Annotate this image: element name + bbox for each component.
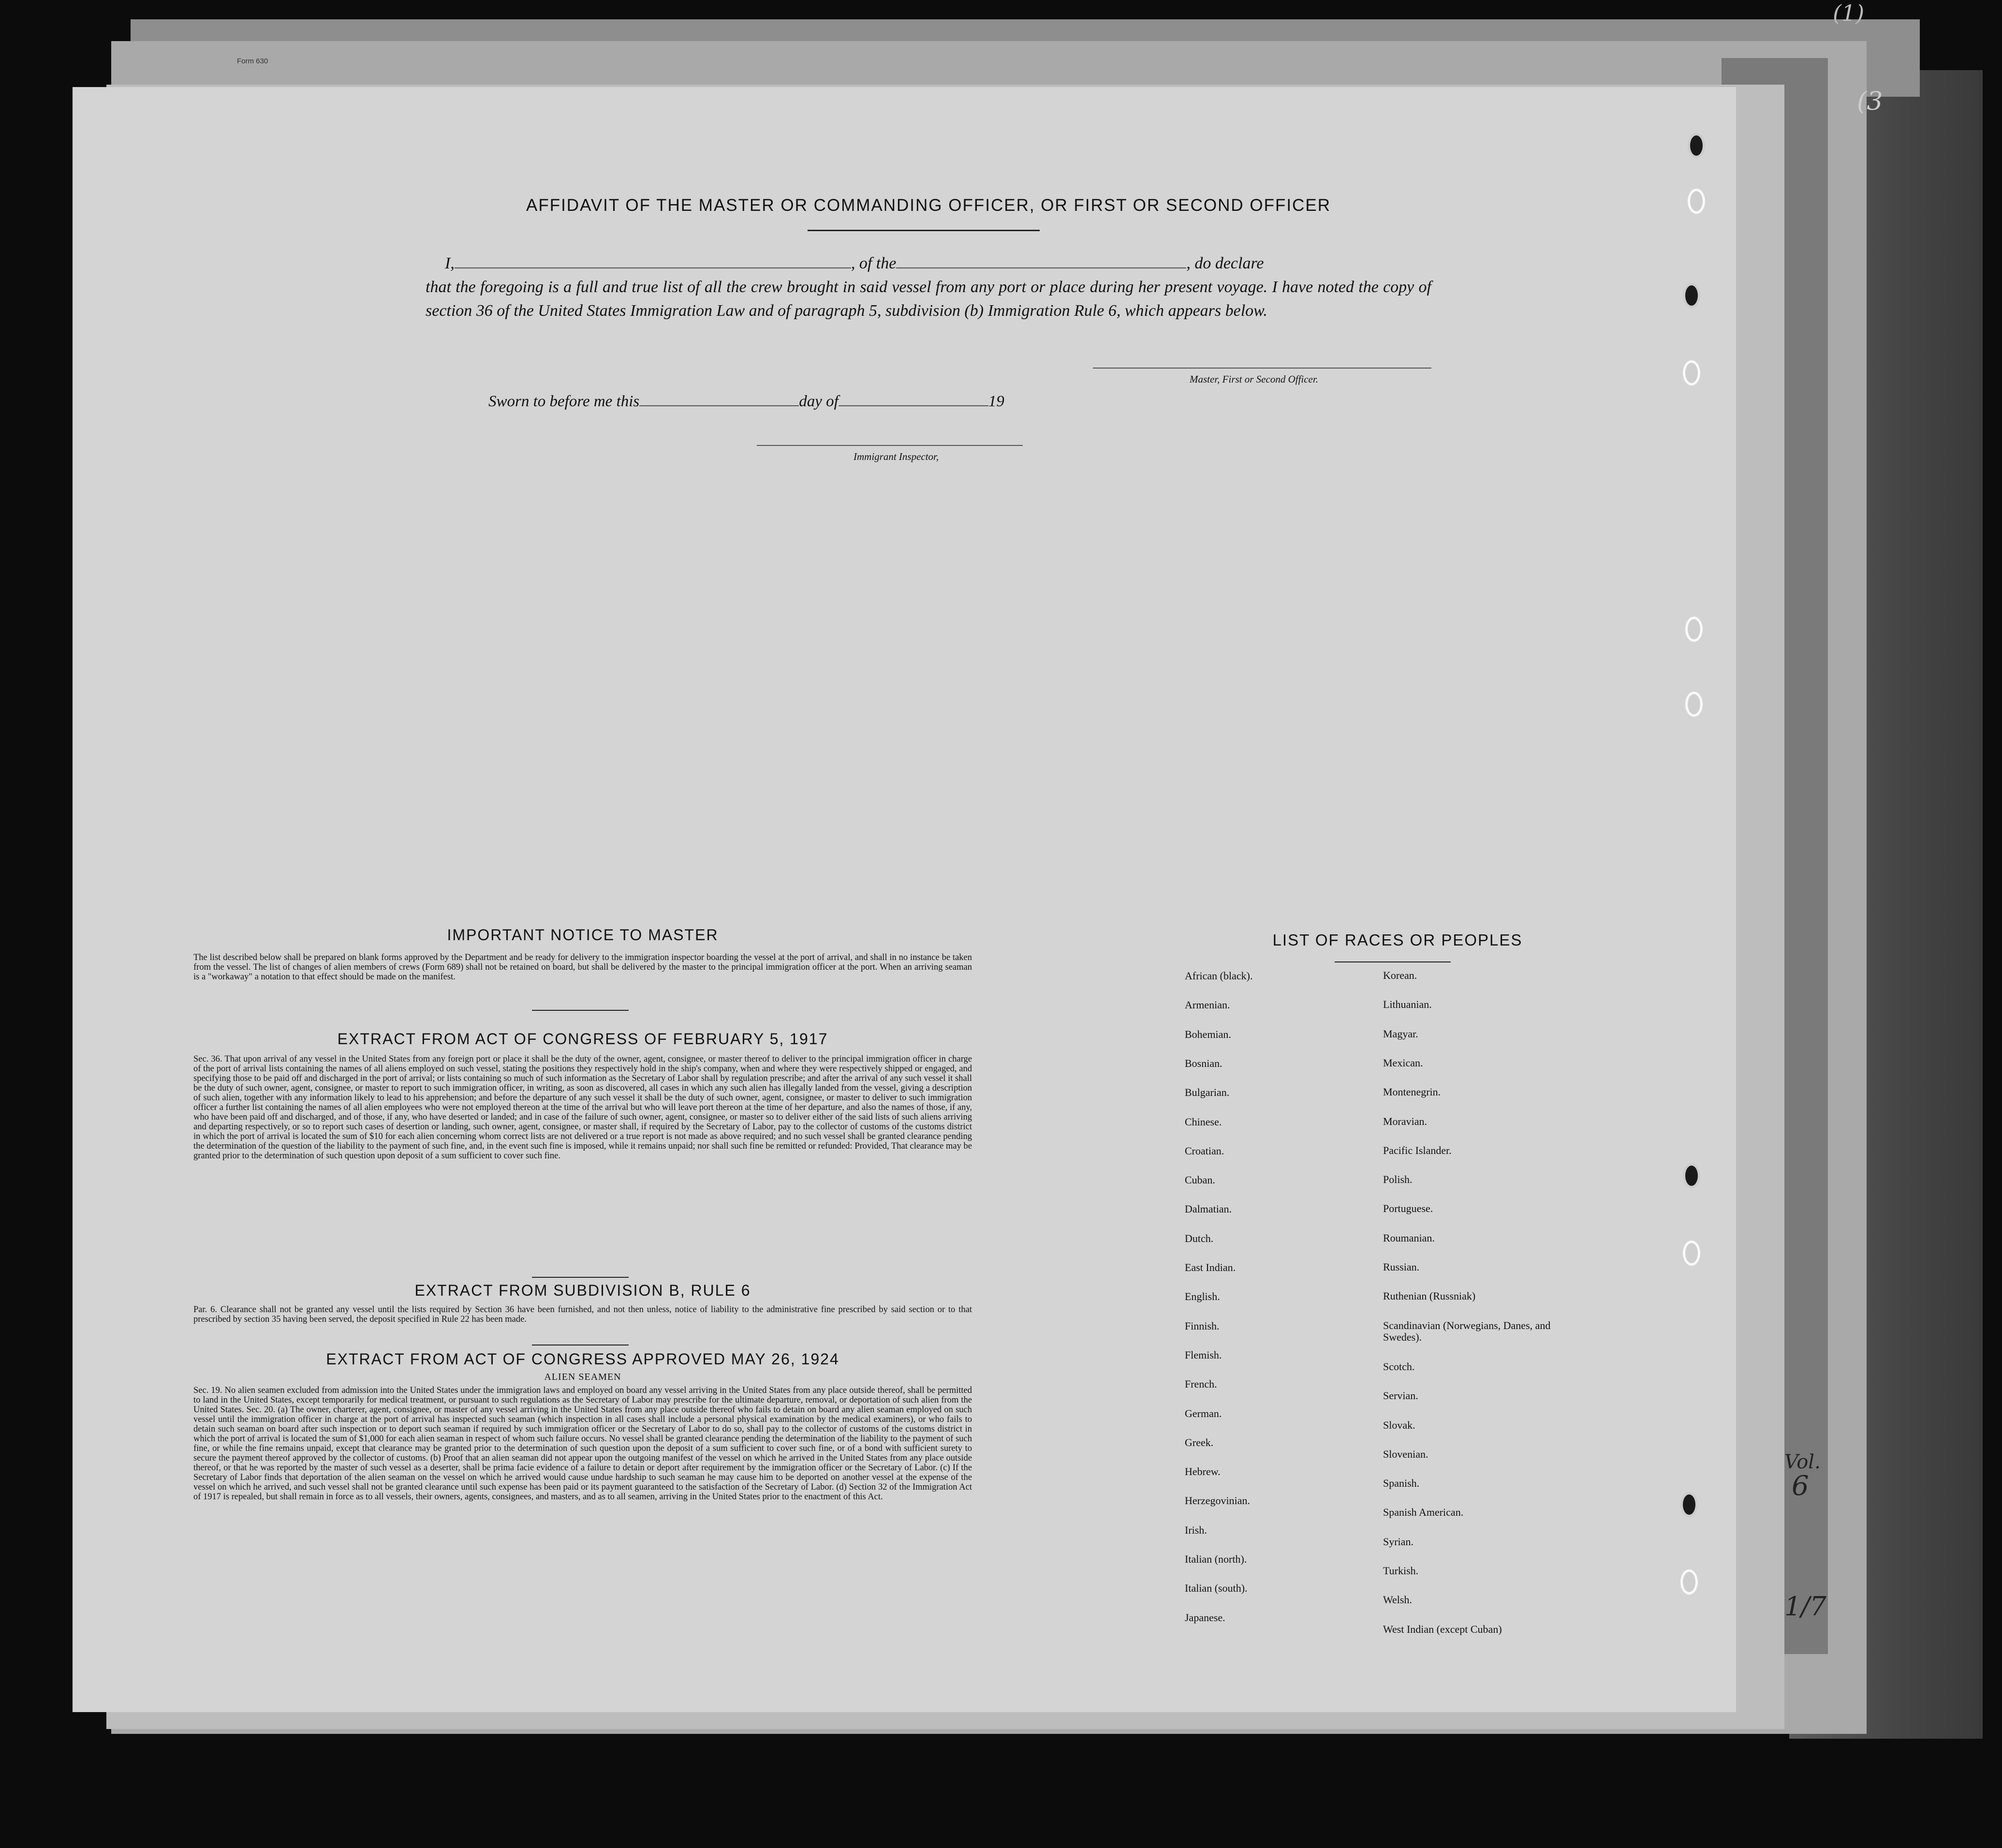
race-item: Finnish. xyxy=(1185,1319,1220,1332)
race-item: African (black). xyxy=(1185,970,1253,982)
race-item: French. xyxy=(1185,1378,1217,1390)
extract-1917-divider xyxy=(532,1277,629,1278)
race-item: Japanese. xyxy=(1185,1611,1225,1624)
affidavit-text: that the foregoing is a full and true list of all the crew brought in said vessel from any port or place during her present voyage. I have noted the copy of section 36 of the United States Immigration Law and of paragraph 5, subdivision (b) Immigration Rule 6, which appears below. xyxy=(426,278,1431,320)
binder-hole-icon xyxy=(1683,1163,1700,1188)
race-item: Croatian. xyxy=(1185,1144,1224,1157)
race-item: Scandinavian (Norwegians, Danes, and Swedes). xyxy=(1383,1319,1551,1343)
race-item: Armenian. xyxy=(1185,999,1230,1011)
sworn-line xyxy=(488,392,1004,411)
sworn-day-blank[interactable] xyxy=(639,392,799,406)
race-item: Servian. xyxy=(1383,1390,1418,1402)
race-item: Syrian. xyxy=(1383,1535,1413,1548)
race-item: Turkish. xyxy=(1383,1565,1419,1577)
race-item: English. xyxy=(1185,1290,1220,1303)
race-item: Italian (south). xyxy=(1185,1582,1248,1595)
binder-hole-icon xyxy=(1685,692,1703,717)
affidavit-title: AFFIDAVIT OF THE MASTER OR COMMANDING OFFICER, OR FIRST OR SECOND OFFICER xyxy=(526,196,1331,215)
race-item: Pacific Islander. xyxy=(1383,1144,1452,1156)
inspector-signature-line[interactable] xyxy=(757,445,1023,446)
race-item: Irish. xyxy=(1185,1523,1207,1536)
race-item: Dalmatian. xyxy=(1185,1203,1232,1215)
notice-text: The list described below shall be prepared on blank forms approved by the Department and be ready for delivery to the immigration inspector boarding the vessel at the port of arrival, and shall in no instance be taken from the vessel. The list of changes of alien members of crews (Form 689) shall not be retained on board, but shall be delivered by the master to the principal immigration officer at the port. When an arriving seaman is a "workaway" a notation to that effect should be made on the manifest. xyxy=(193,953,972,982)
race-item: Hebrew. xyxy=(1185,1465,1221,1478)
race-item: Welsh. xyxy=(1383,1594,1412,1606)
race-item: Scotch. xyxy=(1383,1360,1415,1373)
race-item: Bulgarian. xyxy=(1185,1086,1230,1099)
page-stamp-number: (1) xyxy=(1833,0,1865,26)
affidavit-body xyxy=(426,251,1431,323)
notice-divider xyxy=(532,1010,629,1011)
binder-hole-icon xyxy=(1688,133,1705,158)
race-item: Mexican. xyxy=(1383,1056,1423,1069)
race-item: Magyar. xyxy=(1383,1027,1418,1040)
race-item: Roumanian. xyxy=(1383,1231,1435,1244)
race-item: Portuguese. xyxy=(1383,1202,1433,1215)
race-item: Greek. xyxy=(1185,1436,1214,1449)
race-item: Flemish. xyxy=(1185,1348,1222,1361)
i-label: I, xyxy=(445,254,455,272)
vessel-blank[interactable] xyxy=(896,254,1186,268)
master-caption: Master, First or Second Officer. xyxy=(1190,373,1318,385)
race-item: East Indian. xyxy=(1185,1261,1236,1273)
year-prefix: 19 xyxy=(988,393,1004,410)
inspector-caption: Immigrant Inspector, xyxy=(854,451,939,462)
do-declare-label: , do declare xyxy=(1186,254,1264,272)
of-the-label: , of the xyxy=(851,254,897,272)
handwritten-vol-number: 6 xyxy=(1792,1470,1809,1502)
race-item: Bohemian. xyxy=(1185,1028,1231,1040)
sworn-month-blank[interactable] xyxy=(839,392,988,406)
race-item: Lithuanian. xyxy=(1383,998,1432,1011)
race-item: Spanish American. xyxy=(1383,1506,1464,1519)
binder-hole-icon xyxy=(1680,1569,1698,1595)
extract-1924-text: Sec. 19. No alien seamen excluded from admission into the United States under the immigration laws and employed on board any vessel arriving in the United States from any place outside thereof, shall be permitted to land in the United States, except temporarily for medical treatment, or pursuant to such regulations as the Secretary of Labor may prescribe for the ultimate departure, removal, or deportation of such alien from the United States. Sec. 20. (a) The owner, charterer, agent, consignee, or master of any vessel arriving in the United States from any place outside thereof who fails to detain on board any alien seaman employed on such vessel until the immigration officer in charge at the port of arrival has inspected such seaman (which inspection in all cases shall include a personal physical examination by the medical examiners), or who fails to detain such seaman on board after such inspection or to deport such seaman if required by such immigration officer or the Secretary of Labor to do so, shall pay to the collector of customs of the customs district in which the port of arrival is located the sum of $1,000 for each alien seaman in respect of whom such failure occurs. No vessel shall be granted clearance pending the determination of the liability to the payment of such fine, or while the fine remains unpaid, except that clearance may be granted prior to the determination of such question upon the deposit of a sum sufficient to cover such fine, or of a bond with sufficient surety to secure the payment thereof approved by the collector of customs. (b) Proof that an alien seaman did not appear upon the outgoing manifest of the vessel on which he arrived in the United States from any place outside thereof, or that he was reported by the master of such vessel as a deserter, shall be prima facie evidence of a failure to detain or deport after requirement by the immigration officer or the Secretary of Labor. (c) If the Secretary of Labor finds that deportation of the alien seaman on the vessel on which he arrived would cause undue hardship to such seaman he may cause him to be deported on another vessel at the expense of the vessel on which he arrived, and such vessel shall not be granted clearance until such expense has been paid or its payment guaranteed to the satisfaction of the Secretary of Labor. (d) Section 32 of the Immigration Act of 1917 is repealed, but shall remain in force as to all vessels, their owners, agents, consignees, and masters, and as to all seamen, arriving in the United States prior to the enactment of this Act. xyxy=(193,1386,972,1502)
day-of-label: day of xyxy=(799,393,839,410)
race-item: Russian. xyxy=(1383,1261,1420,1273)
binder-hole-icon xyxy=(1688,189,1705,214)
page-stamp-number-2: (3 xyxy=(1857,87,1883,116)
sworn-prefix: Sworn to before me this xyxy=(488,393,640,410)
race-item: Herzegovinian. xyxy=(1185,1494,1250,1507)
name-blank[interactable] xyxy=(455,254,851,268)
binder-hole-icon xyxy=(1683,283,1700,308)
race-item: Chinese. xyxy=(1185,1115,1222,1128)
race-item: Dutch. xyxy=(1185,1232,1214,1244)
extract-rule6-heading: EXTRACT FROM SUBDIVISION B, RULE 6 xyxy=(414,1282,751,1299)
master-signature-line[interactable] xyxy=(1093,368,1431,369)
race-item: Italian (north). xyxy=(1185,1553,1247,1565)
extract-rule6-text: Par. 6. Clearance shall not be granted any vessel until the lists required by Section 36 have been furnished, and not then unless, notice of liability to the administrative fine prescribed by said section or to that prescribed by section 35 having been served, the deposit specified in Rule 22 has been made. xyxy=(193,1305,972,1324)
race-item: Korean. xyxy=(1383,969,1417,981)
binder-hole-icon xyxy=(1680,1492,1698,1517)
race-item: Slovenian. xyxy=(1383,1448,1428,1460)
races-divider xyxy=(1335,961,1451,962)
declaration-line xyxy=(426,251,1431,275)
race-item: Montenegrin. xyxy=(1383,1086,1441,1098)
race-item: German. xyxy=(1185,1407,1222,1419)
handwritten-vol-note: Vol. xyxy=(1784,1451,1821,1473)
races-heading: LIST OF RACES OR PEOPLES xyxy=(1272,931,1523,949)
binder-hole-icon xyxy=(1683,360,1700,385)
extract-1917-heading: EXTRACT FROM ACT OF CONGRESS OF FEBRUARY 5, 1917 xyxy=(337,1030,828,1048)
manifest-page xyxy=(73,87,1826,1712)
race-item: Polish. xyxy=(1383,1173,1413,1186)
race-item: Moravian. xyxy=(1383,1115,1428,1127)
race-item: Slovak. xyxy=(1383,1419,1415,1431)
title-divider xyxy=(808,230,1040,231)
binder-hole-icon xyxy=(1685,617,1703,642)
race-item: Spanish. xyxy=(1383,1477,1420,1490)
notice-heading: IMPORTANT NOTICE TO MASTER xyxy=(447,926,719,944)
race-item: Cuban. xyxy=(1185,1174,1215,1186)
form-number-tag: Form 630 xyxy=(237,57,268,65)
race-item: West Indian (except Cuban) xyxy=(1383,1623,1502,1635)
extract-1924-subheading: ALIEN SEAMEN xyxy=(544,1372,621,1382)
race-item: Ruthenian (Russniak) xyxy=(1383,1290,1476,1302)
binder-hole-icon xyxy=(1683,1241,1700,1266)
extract-1924-heading: EXTRACT FROM ACT OF CONGRESS APPROVED MAY 26, 1924 xyxy=(326,1350,839,1368)
handwritten-fraction: 1/7 xyxy=(1784,1591,1826,1622)
extract-1917-text: Sec. 36. That upon arrival of any vessel in the United States from any foreign port or place it shall be the duty of the owner, agent, consignee, or master thereof to deliver to the principal immigration officer in charge of the port of arrival lists containing the names of all aliens employed on such vessel, stating the positions they respectively hold in the ship's company, when and where they were respectively shipped or engaged, and specifying those to be paid off and discharged in the port of arrival; or lists containing so much of such information as the Secretary of Labor shall by regulation prescribe; and after the arrival of any such vessel it shall be the duty of such owner, agent, consignee, or master to report to such immigration officer, in writing, as soon as discovered, all cases in which any such alien has illegally landed from the vessel, giving a description of such alien, together with any information likely to lead to his apprehension; and before the departure of any such vessel it shall be the duty of such owner, agent, consignee, or master to deliver to such immigration officer a further list containing the names of all alien employees who were not employed thereon at the time of the arrival but who will leave port thereon at the time of her departure, and also the names of those, if any, who have been paid off and discharged, and of those, if any, who have deserted or landed; and in case of the failure of such owner, agent, consignee, or master so to deliver either of the said lists of such aliens arriving and departing respectively, or so to report such cases of desertion or landing, such owner, agent, consignee, or master shall, if required by the Secretary of Labor, pay to the collector of customs of the customs district in which the port of arrival is located the sum of $10 for each alien concerning whom correct lists are not delivered or a true report is not made as above required; and no such vessel shall be granted clearance pending the determination of the question of the liability to the payment of such fine, and, in the event such fine is imposed, while it remains unpaid; nor shall such fine be remitted or refunded: Provided, That clearance may be granted prior to the determination of such question upon deposit of a sum sufficient to cover such fine. xyxy=(193,1054,972,1161)
race-item: Bosnian. xyxy=(1185,1057,1222,1069)
